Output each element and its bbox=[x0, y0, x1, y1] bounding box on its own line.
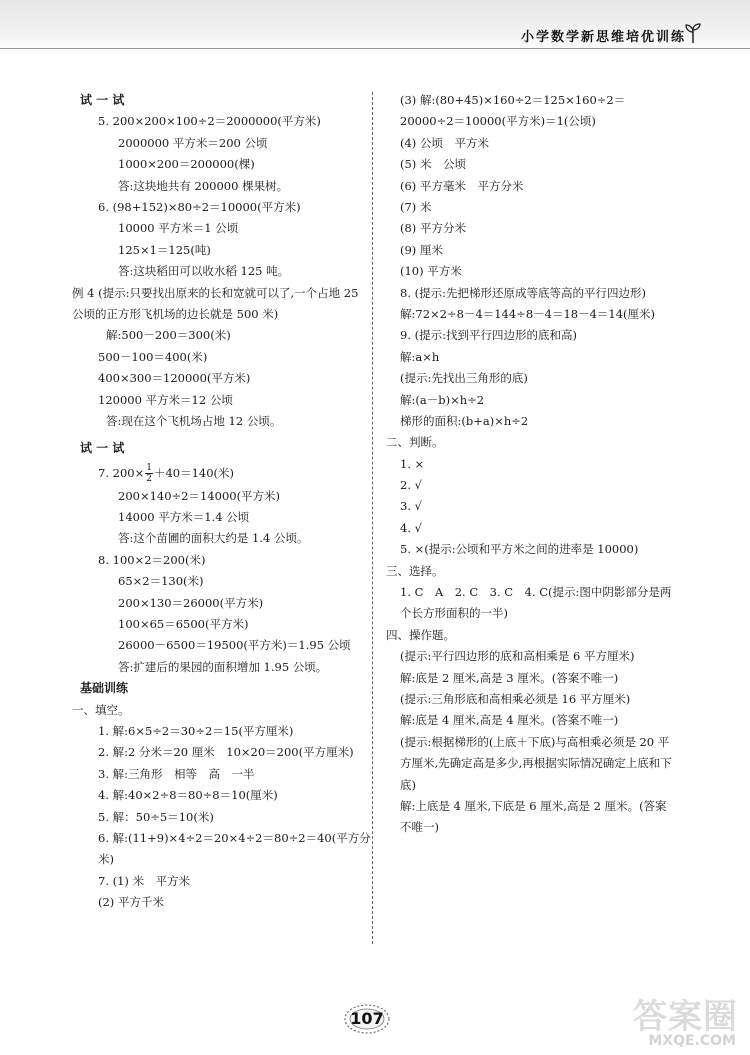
answer-line: 1. C A 2. C 3. C 4. C(提示:图中阴影部分是两个长方形面积的一半) bbox=[400, 585, 672, 621]
answer-line: 4. 解:40×2÷8＝80÷8＝10(厘米) bbox=[98, 788, 278, 803]
page-number-badge bbox=[342, 1002, 392, 1036]
hint-line: (提示:三角形底和高相乘必须是 16 平方厘米) bbox=[400, 692, 631, 707]
answer-line: 400×300＝120000(平方米) bbox=[98, 371, 251, 386]
answer-line: 1. 解:6×5÷2＝30÷2＝15(平方厘米) bbox=[98, 723, 294, 738]
hint-line: 9. (提示:找到平行四边形的底和高) bbox=[400, 328, 577, 343]
answer-line: 3. 解:三角形 相等 高 一半 bbox=[98, 766, 255, 781]
answer-line: 答:这块稻田可以收水稻 125 吨。 bbox=[118, 264, 290, 279]
page-number: 107 bbox=[350, 1009, 384, 1028]
section-heading: 二、判断。 bbox=[386, 435, 444, 450]
answer-line: 答:扩建后的果园的面积增加 1.95 公顷。 bbox=[118, 659, 328, 674]
answer-line: 2000000 平方米＝200 公顷 bbox=[118, 135, 268, 150]
series-title: 小学数学新思维培优训练 bbox=[520, 30, 686, 45]
fraction-denominator: 2 bbox=[146, 474, 152, 485]
answer-line: 4. √ bbox=[400, 520, 422, 535]
answer-line: 120000 平方米＝12 公顷 bbox=[98, 392, 233, 407]
answer-line: 解:上底是 4 厘米,下底是 6 厘米,高是 2 厘米。(答案不唯一) bbox=[400, 799, 667, 835]
site-watermark bbox=[612, 989, 742, 1049]
answer-line: 5. ×(提示:公顷和平方米之间的进率是 10000) bbox=[400, 542, 639, 557]
watermark-url: MXQE.COM bbox=[648, 1033, 736, 1049]
section-heading: 三、选择。 bbox=[386, 563, 444, 578]
answer-line: (8) 平方分米 bbox=[400, 221, 466, 236]
answer-line: (2) 平方千米 bbox=[98, 895, 164, 910]
section-heading: 四、操作题。 bbox=[386, 627, 455, 642]
answer-line: 解:500－200＝300(米) bbox=[106, 328, 231, 343]
answer-line: 200×140÷2＝14000(平方米) bbox=[118, 488, 281, 503]
section-heading: 试 一 试 bbox=[80, 441, 125, 456]
answer-line: 解:底是 2 厘米,高是 3 厘米。(答案不唯一) bbox=[400, 670, 619, 685]
answer-line: 解:a×h bbox=[400, 349, 440, 364]
answer-line: (6) 平方毫米 平方分米 bbox=[400, 178, 524, 193]
answer-line: 6. (98+152)×80÷2＝10000(平方米) bbox=[98, 199, 301, 214]
answer-line: 1000×200＝200000(棵) bbox=[118, 157, 255, 172]
fraction bbox=[145, 463, 153, 484]
answer-line: 26000－6500＝19500(平方米)＝1.95 公顷 bbox=[118, 638, 351, 653]
page-header bbox=[0, 0, 750, 52]
watermark-logo-text: 答案圈 bbox=[633, 997, 738, 1037]
answer-line: 答:这块地共有 200000 棵果树。 bbox=[118, 178, 289, 193]
answer-line: 2. 解:2 分米＝20 厘米 10×20＝200(平方厘米) bbox=[98, 745, 354, 760]
right-column bbox=[386, 90, 676, 839]
expr-part: 7. 200× bbox=[98, 465, 145, 480]
answer-line: 65×2＝130(米) bbox=[118, 574, 204, 589]
fraction-numerator: 1 bbox=[146, 463, 152, 474]
answer-line: 6. 解:(11+9)×4÷2＝20×4÷2＝80÷2＝40(平方分米) bbox=[98, 830, 371, 867]
left-column bbox=[72, 90, 372, 914]
answer-line: 5. 200×200×100÷2＝2000000(平方米) bbox=[98, 114, 321, 129]
hint-line: 8. (提示:先把梯形还原成等底等高的平行四边形) bbox=[400, 285, 646, 300]
answer-line: (3) 解:(80+45)×160÷2＝125×160÷2＝20000÷2＝10000(平方米)＝1(公顷) bbox=[400, 93, 626, 129]
answer-line: (7) 米 bbox=[400, 199, 432, 214]
answer-line: 10000 平方米＝1 公顷 bbox=[118, 221, 239, 236]
answer-line: 500－100＝400(米) bbox=[98, 349, 208, 364]
answer-line: 1. × bbox=[400, 456, 425, 471]
answer-line-fraction bbox=[72, 460, 372, 486]
answer-line: 解:72×2÷8－4＝144÷8－4＝18－4＝14(厘米) bbox=[400, 306, 656, 321]
answer-line: (5) 米 公顷 bbox=[400, 157, 466, 172]
answer-line: (4) 公顷 平方米 bbox=[400, 135, 489, 150]
answer-line: 100×65＝6500(平方米) bbox=[118, 617, 249, 632]
answer-line: 解:(a－b)×h÷2 bbox=[400, 392, 485, 407]
header-rule bbox=[0, 48, 750, 49]
answer-line: 8. 100×2＝200(米) bbox=[98, 552, 206, 567]
answer-line: 5. 解：50÷5＝10(米) bbox=[98, 809, 214, 824]
answer-line: 梯形的面积:(b+a)×h÷2 bbox=[400, 413, 529, 428]
answer-line: (10) 平方米 bbox=[400, 264, 462, 279]
answer-line: 3. √ bbox=[400, 499, 422, 514]
hint-line: (提示:根据梯形的(上底＋下底)与高相乘必须是 20 平方厘米,先确定高是多少,再根据实际情况确定上底和下底) bbox=[400, 734, 672, 792]
sprout-icon bbox=[684, 22, 702, 44]
hint-line: (提示:先找出三角形的底) bbox=[400, 371, 528, 386]
answer-line: 125×1＝125(吨) bbox=[118, 242, 211, 257]
section-heading: 基础训练 bbox=[80, 681, 129, 696]
hint-line: (提示:平行四边形的底和高相乘是 6 平方厘米) bbox=[400, 649, 635, 664]
answer-line: 答:这个苗圃的面积大约是 1.4 公顷。 bbox=[118, 531, 309, 546]
answer-line: (9) 厘米 bbox=[400, 242, 443, 257]
answer-line: 2. √ bbox=[400, 478, 422, 493]
answer-line: 答:现在这个飞机场占地 12 公顷。 bbox=[106, 413, 282, 428]
answer-line: 200×130＝26000(平方米) bbox=[118, 595, 264, 610]
answer-line: 14000 平方米＝1.4 公顷 bbox=[118, 510, 250, 525]
section-heading: 一、填空。 bbox=[72, 702, 130, 717]
section-heading: 试 一 试 bbox=[80, 93, 125, 107]
expr-part: ＋40＝140(米) bbox=[153, 465, 235, 480]
example-hint: 例 4 (提示:只要找出原来的长和宽就可以了,一个占地 25 公顷的正方形飞机场的边长就是 500 米) bbox=[72, 285, 359, 321]
answer-line: 7. (1) 米 平方米 bbox=[98, 873, 191, 888]
answer-line: 解:底是 4 厘米,高是 4 厘米。(答案不唯一) bbox=[400, 713, 619, 728]
column-divider bbox=[372, 92, 373, 944]
